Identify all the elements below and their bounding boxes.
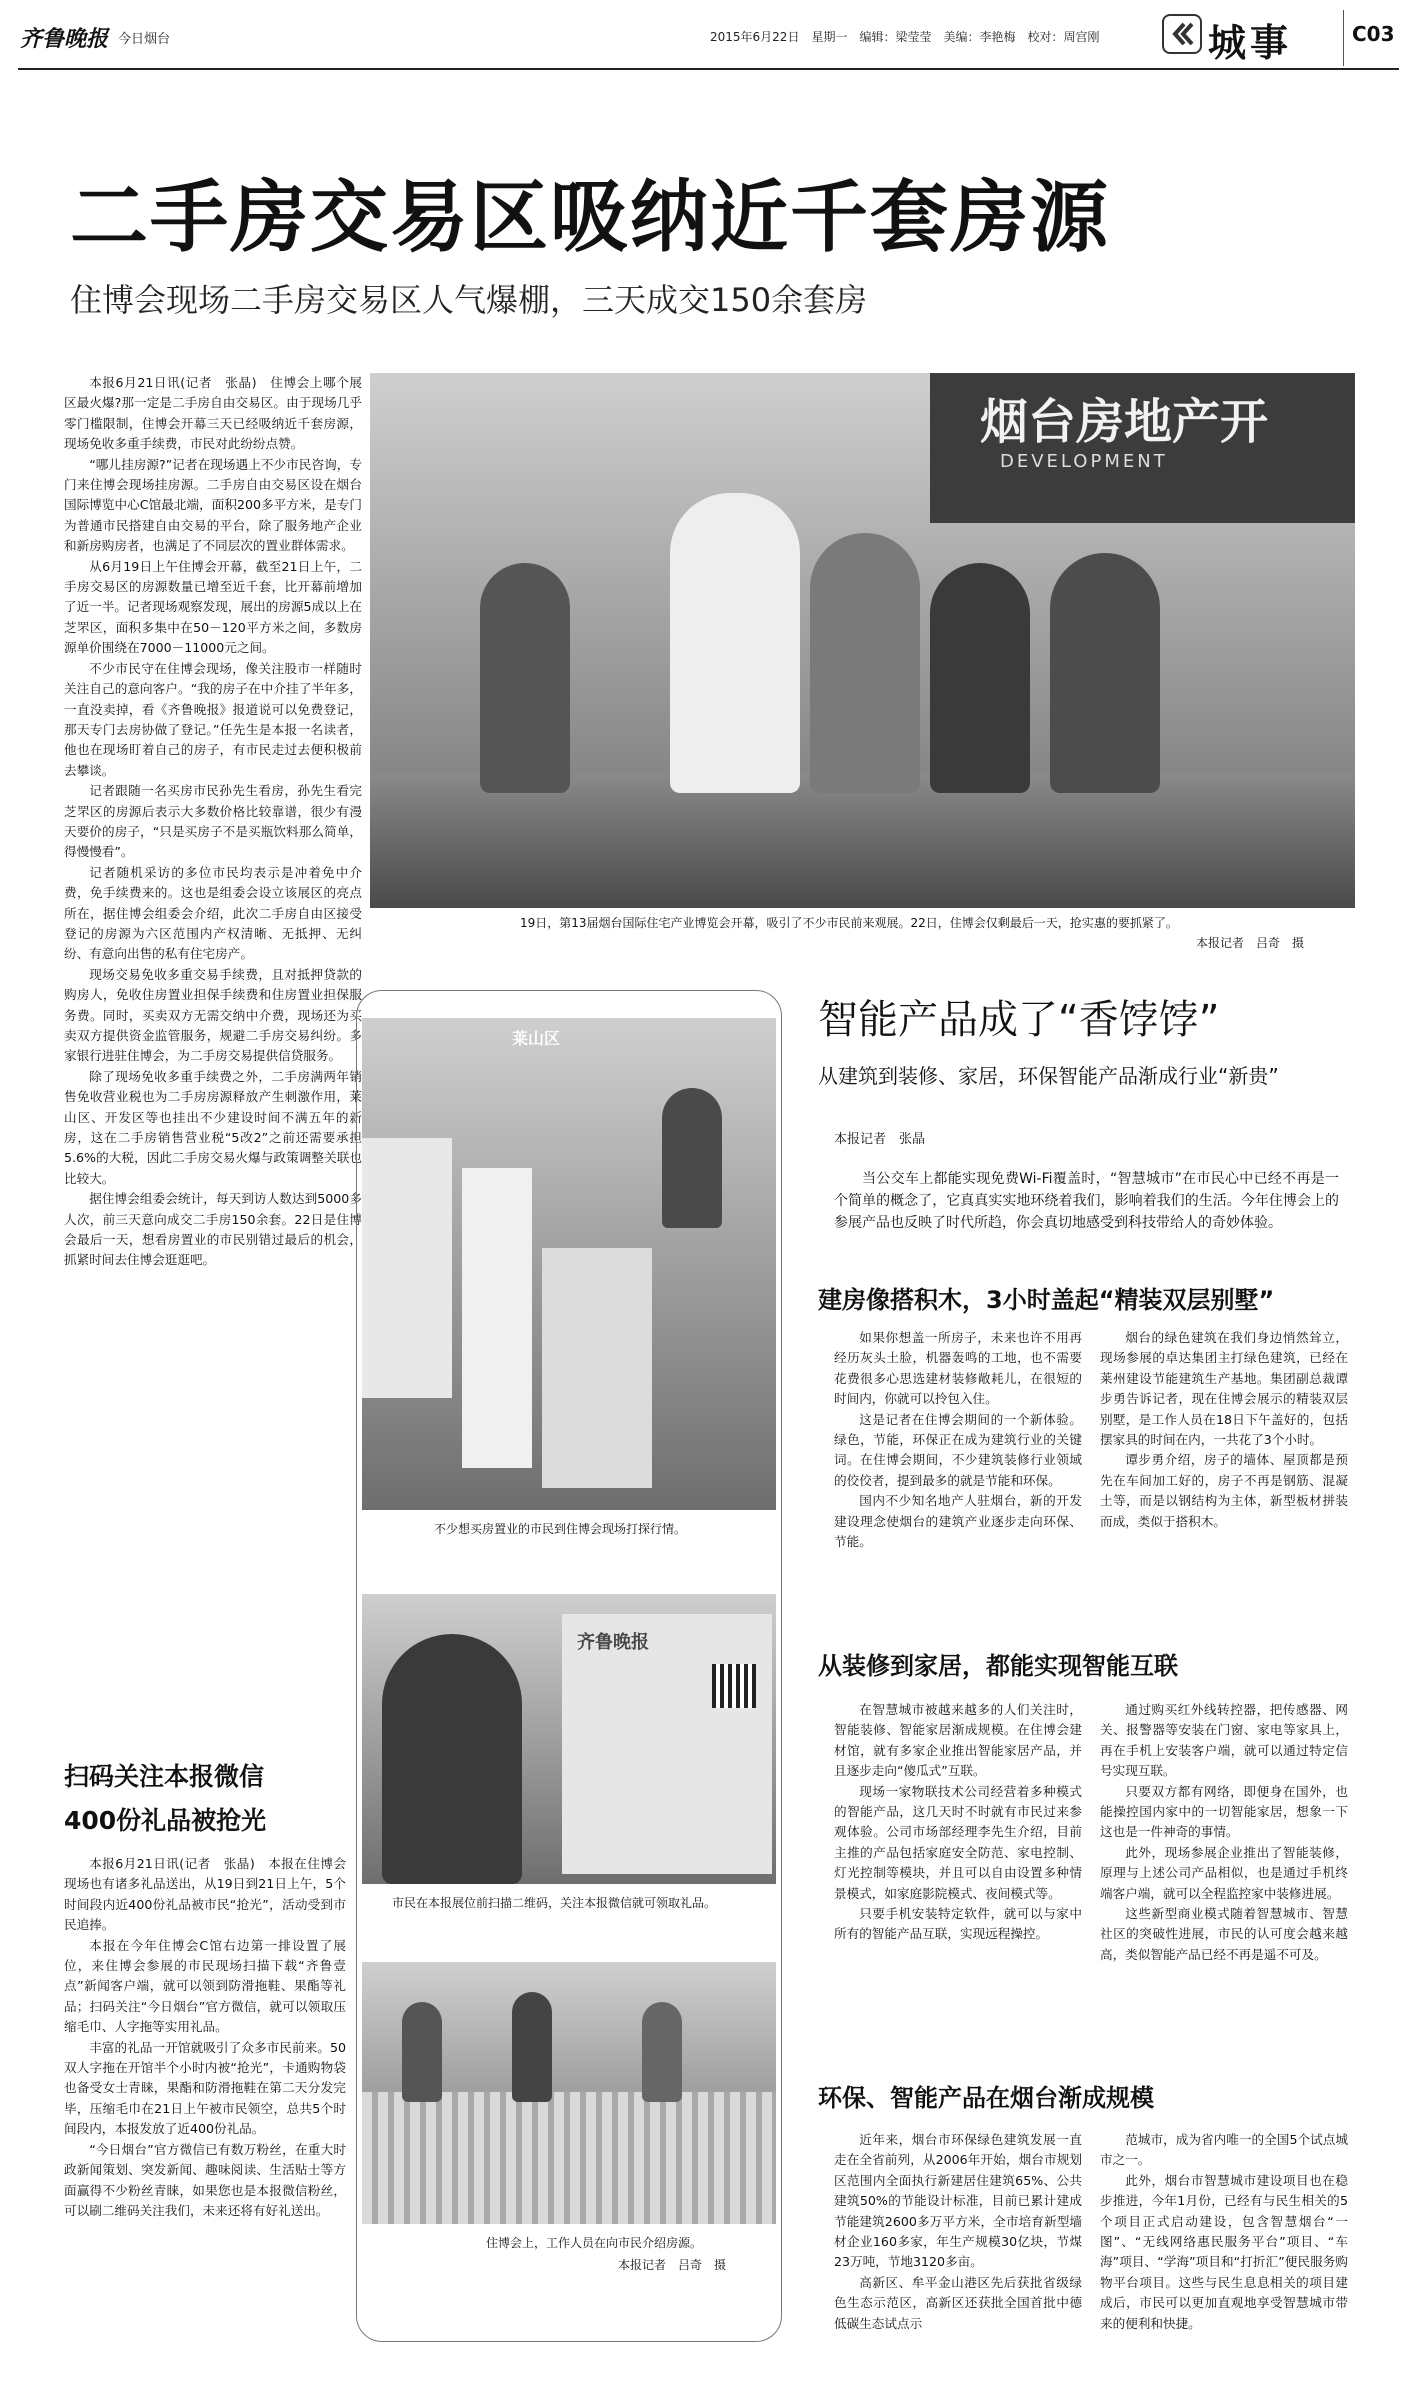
smart-byline: 本报记者 张晶 <box>834 1132 926 1147</box>
sidebar-photo-1 <box>362 1018 776 1510</box>
paragraph: 通过购买红外线转控器，把传感器、网关、报警器等安装在门窗、家电等家具上，再在手机上安装客户端，就可以通过特定信号实现互联。 <box>1100 1702 1348 1779</box>
main-photo-credit: 本报记者 吕奇 摄 <box>1196 936 1305 950</box>
main-photo <box>370 373 1355 908</box>
photo-banner-subtext: DEVELOPMENT <box>1000 451 1168 472</box>
building-model <box>462 1168 532 1468</box>
page-number: C03 <box>1352 22 1395 46</box>
paragraph: 丰富的礼品一开馆就吸引了众多市民前来。50双人字拖在开馆半个小时内被“抢光”，卡通购物袋也备受女士青睐，果酯和防滑拖鞋在第二天分发完毕，压缩毛巾在21日上午被市民领空，总共5个时间段内，本报发放了近400份礼品。 <box>64 2039 346 2137</box>
paragraph: 据住博会组委会统计，每天到访人数达到5000多人次，前三天意向成交二手房150余套。22日是住博会最后一天，想看房置业的市民别错过最后的机会，抓紧时间去住博会逛逛吧。 <box>64 1191 362 1268</box>
paragraph: 现场一家物联技术公司经营着多种模式的智能产品，这几天时不时就有市民过来参观体验。公司市场部经理李先生介绍，目前主推的产品包括家庭安全防范、家电控制、灯光控制等模块，并且可以自由设置多种情景模式，如家庭影院模式、夜间模式等。 <box>834 1783 1082 1901</box>
paragraph: 本报6月21日讯(记者 张晶) 本报在住博会现场也有诸多礼品送出，从19日到21日上午，5个时间段内近400份礼品被市民“抢光”，活动受到市民追捧。 <box>64 1856 346 1933</box>
paragraph: 本报6月21日讯(记者 张晶) 住博会上哪个展区最火爆?那一定是二手房自由交易区。由于现场几乎零门槛限制，住博会开幕三天已经吸纳近千套房源，现场免收多重手续费，市民对此纷纷点赞。 <box>64 375 362 452</box>
paragraph: “哪儿挂房源?”记者在现场遇上不少市民咨询，专门来住博会现场挂房源。二手房自由交易区设在烟台国际博览中心C馆最北端，面积200多平方米，是专门为普通市民搭建自由交易的平台，除了服务地产企业和新房购房者，也满足了不同层次的置业群体需求。 <box>64 456 362 554</box>
paragraph: 本报在今年住博会C馆右边第一排设置了展位，来住博会参展的市民现场扫描下载“齐鲁壹点”新闻客户端，就可以领到防滑拖鞋、果酯等礼品；扫码关注“今日烟台”官方微信，就可以领取压缩毛巾、人字拖等实用礼品。 <box>64 1937 346 2035</box>
person-figure <box>930 563 1030 793</box>
section-column <box>1100 1328 1348 1618</box>
paragraph: 此外，现场参展企业推出了智能装修，原理与上述公司产品相似，也是通过手机终端客户端，就可以全程监控家中装修进展。 <box>1100 1844 1348 1901</box>
photo-banner-text: 烟台房地产开 <box>980 394 1269 450</box>
page-title: 城事 <box>1208 21 1293 65</box>
issue-meta: 2015年6月22日 星期一 编辑：梁莹莹 美编：李艳梅 校对：周宫刚 <box>710 30 1100 44</box>
main-headline: 二手房交易区吸纳近千套房源 <box>70 173 1111 263</box>
sidebar-photo-2 <box>362 1594 776 1884</box>
building-model <box>370 773 1355 908</box>
person-figure <box>810 533 920 793</box>
paragraph: 范城市，成为省内唯一的全国5个试点城市之一。 <box>1100 2132 1348 2168</box>
building-model <box>542 1248 652 1488</box>
paragraph: 不少市民守在住博会现场，像关注股市一样随时关注自己的意向客户。“我的房子在中介挂了半年多，一直没卖掉，看《齐鲁晚报》报道说可以免费登记，那天专门去房协做了登记。”任先生是本报一名读者，他也在现场盯着自己的房子，有市民走过去便积极前去攀谈。 <box>64 660 362 778</box>
smart-lead <box>834 1168 1339 1234</box>
paragraph: 除了现场免收多重手续费之外，二手房满两年销售免收营业税也为二手房房源释放产生刺激作用，莱山区、开发区等也挂出不少建设时间不满五年的新房，这在二手房销售营业税“5改2”之前还需要承担5.6%的大税，因此二手房交易火爆与政策调整关联也比较大。 <box>64 1068 362 1186</box>
section-column <box>834 1700 1082 2040</box>
person-figure <box>512 1992 552 2102</box>
wechat-story-body <box>64 1854 346 2354</box>
paragraph: 从6月19日上午住博会开幕，截至21日上午，二手房交易区的房源数量已增至近千套，比开幕前增加了近一半。记者现场观察发现，展出的房源5成以上在芝罘区，面积多集中在50－120平方米之间，多数房源单价围绕在7000－11000元之间。 <box>64 558 362 656</box>
sidebar-photo-3-credit: 本报记者 吕奇 摄 <box>618 2258 727 2272</box>
person-figure <box>1050 553 1160 793</box>
section-column <box>834 1328 1082 1618</box>
header-divider <box>18 68 1399 70</box>
section-headline: 环保、智能产品在烟台渐成规模 <box>818 2084 1154 2112</box>
main-photo-caption: 19日，第13届烟台国际住宅产业博览会开幕，吸引了不少市民前来观展。22日，住博会仅剩最后一天，抢实惠的要抓紧了。 <box>520 916 1178 930</box>
paragraph: 此外，烟台市智慧城市建设项目也在稳步推进，今年1月份，已经有与民生相关的5个项目正式启动建设，包含智慧烟台“一图”、“无线网络惠民服务平台”项目、“车海”项目、“学海”项目和“打折汇”便民服务购物平台项目。这些与民生息息相关的项目建成后，市民可以更加直观地享受智慧城市带来的便利和快捷。 <box>1100 2172 1348 2331</box>
smart-subhead: 从建筑到装修、家居，环保智能产品渐成行业“新贵” <box>818 1064 1279 1088</box>
photo-sign-text: 齐鲁晚报 <box>577 1632 649 1653</box>
masthead-logo: 齐鲁晚报 <box>20 26 109 52</box>
wechat-headline-line1: 扫码关注本报微信 <box>64 1762 265 1791</box>
wechat-headline-line2: 400份礼品被抢光 <box>64 1806 267 1835</box>
paragraph: 国内不少知名地产人驻烟台，新的开发建设理念使烟台的建筑产业逐步走向环保、节能。 <box>834 1493 1082 1550</box>
paragraph: 烟台的绿色建筑在我们身边悄然耸立，现场参展的卓达集团主打绿色建筑，已经在莱州建设节能建筑生产基地。集团副总裁谭步勇告诉记者，现在住博会展示的精装双层别墅，是工作人员在18日下午盖好的，包括摆家具的时间在内，一共花了3个小时。 <box>1100 1330 1348 1448</box>
paragraph: 如果你想盖一所房子，未来也许不用再经历灰头土脸，机器轰鸣的工地，也不需要花费很多心思选建材装修敞耗儿，在很短的时间内，你就可以拎包入住。 <box>834 1330 1082 1407</box>
sidebar-photo-3 <box>362 1962 776 2224</box>
smart-headline: 智能产品成了“香饽饽” <box>818 997 1220 1043</box>
paragraph: 近年来，烟台市环保绿色建筑发展一直走在全省前列，从2006年开始，烟台市规划区范围内全面执行新建居住建筑65%、公共建筑50%的节能设计标准，目前已累计建成节能建筑2600多万平方米，全市培育新型墙材企业160多家，年生产规模30亿块，节煤23万吨，节地3120多亩。 <box>834 2132 1082 2270</box>
paragraph: 在智慧城市被越来越多的人们关注时，智能装修、智能家居渐成规模。在住博会建材馆，就有多家企业推出智能家居产品，并且逐步走向“傻瓜式”互联。 <box>834 1702 1082 1779</box>
chevron-left-icon <box>1162 14 1202 54</box>
paragraph: 这是记者在住博会期间的一个新体验。绿色，节能，环保正在成为建筑行业的关键词。在住博会期间，不少建筑装修行业领域的佼佼者，提到最多的就是节能和环保。 <box>834 1411 1082 1488</box>
section-column <box>1100 2130 1348 2370</box>
paragraph: 当公交车上都能实现免费Wi-Fi覆盖时，“智慧城市”在市民心中已经不再是一个简单的概念了，它真真实实地环绕着我们，影响着我们的生活。今年住博会上的参展产品也反映了时代所趋，你会真切地感受到科技带给人的奇妙体验。 <box>834 1171 1339 1231</box>
paragraph: 现场交易免收多重交易手续费，且对抵押贷款的购房人，免收住房置业担保手续费和住房置业担保服务费。同时，买卖双方无需交纳中介费，现场还为买卖双方提供资金监管服务，规避二手房交易纠纷。多家银行进驻住博会，为二手房交易提供信贷服务。 <box>64 966 362 1064</box>
section-column <box>834 2130 1082 2370</box>
person-figure <box>402 2002 442 2102</box>
section-column <box>1100 1700 1348 2040</box>
paragraph: “今日烟台”官方微信已有数万粉丝，在重大时政新闻策划、突发新闻、趣味阅读、生活贴士等方面赢得不少粉丝青睐，如果您也是本报微信粉丝，可以刷二维码关注我们，未来还将有好礼送出。 <box>64 2141 346 2218</box>
photo-sign-text: 莱山区 <box>512 1029 561 1048</box>
main-subhead: 住博会现场二手房交易区人气爆棚，三天成交150余套房 <box>70 281 868 319</box>
paragraph: 这些新型商业模式随着智慧城市、智慧社区的突破性进展，市民的认可度会越来越高，类似智能产品已经不再是遥不可及。 <box>1100 1906 1348 1962</box>
person-figure <box>382 1634 522 1884</box>
paragraph: 只要双方都有网络，即便身在国外，也能操控国内家中的一切智能家居，想象一下这也是一件神奇的事情。 <box>1100 1783 1348 1840</box>
person-figure <box>670 493 800 793</box>
paragraph: 谭步勇介绍，房子的墙体、屋顶都是预先在车间加工好的，房子不再是钢筋、混凝土等，而是以钢结构为主体，新型板材拼装而成，类似于搭积木。 <box>1100 1452 1348 1529</box>
person-figure <box>642 2002 682 2102</box>
paragraph: 记者跟随一名买房市民孙先生看房，孙先生看完芝罘区的房源后表示大多数价格比较靠谱，很少有漫天要价的房子，“只是买房子不是买瓶饮料那么简单，得慢慢看”。 <box>64 783 362 860</box>
building-model <box>362 2092 776 2224</box>
person-figure <box>480 563 570 793</box>
sidebar-photo-2-caption: 市民在本报展位前扫描二维码，关注本报微信就可领取礼品。 <box>392 1896 717 1910</box>
sidebar-photo-3-caption: 住博会上，工作人员在向市民介绍房源。 <box>486 2236 703 2250</box>
main-story-body <box>64 373 362 1683</box>
paragraph: 只要手机安装特定软件，就可以与家中所有的智能产品互联，实现远程操控。 <box>834 1906 1082 1942</box>
building-model <box>362 1138 452 1398</box>
person-figure <box>662 1088 722 1228</box>
section-name: 今日烟台 <box>118 32 171 47</box>
paragraph: 记者随机采访的多位市民均表示是冲着免中介费，免手续费来的。这也是组委会设立该展区的亮点所在，据住博会组委会介绍，此次二手房自由区接受登记的房源为六区范围内产权清晰、无抵押、无纠纷、有意向出售的私有住宅房产。 <box>64 864 362 962</box>
section-headline: 从装修到家居，都能实现智能互联 <box>818 1652 1178 1680</box>
sidebar-photo-1-caption: 不少想买房置业的市民到住博会现场打探行情。 <box>434 1522 687 1536</box>
paragraph: 高新区、牟平金山港区先后获批省级绿色生态示范区，高新区还获批全国首批中德低碳生态试点示 <box>834 2274 1082 2331</box>
section-headline: 建房像搭积木，3小时盖起“精装双层别墅” <box>818 1286 1275 1314</box>
qr-code-icon <box>712 1664 756 1708</box>
